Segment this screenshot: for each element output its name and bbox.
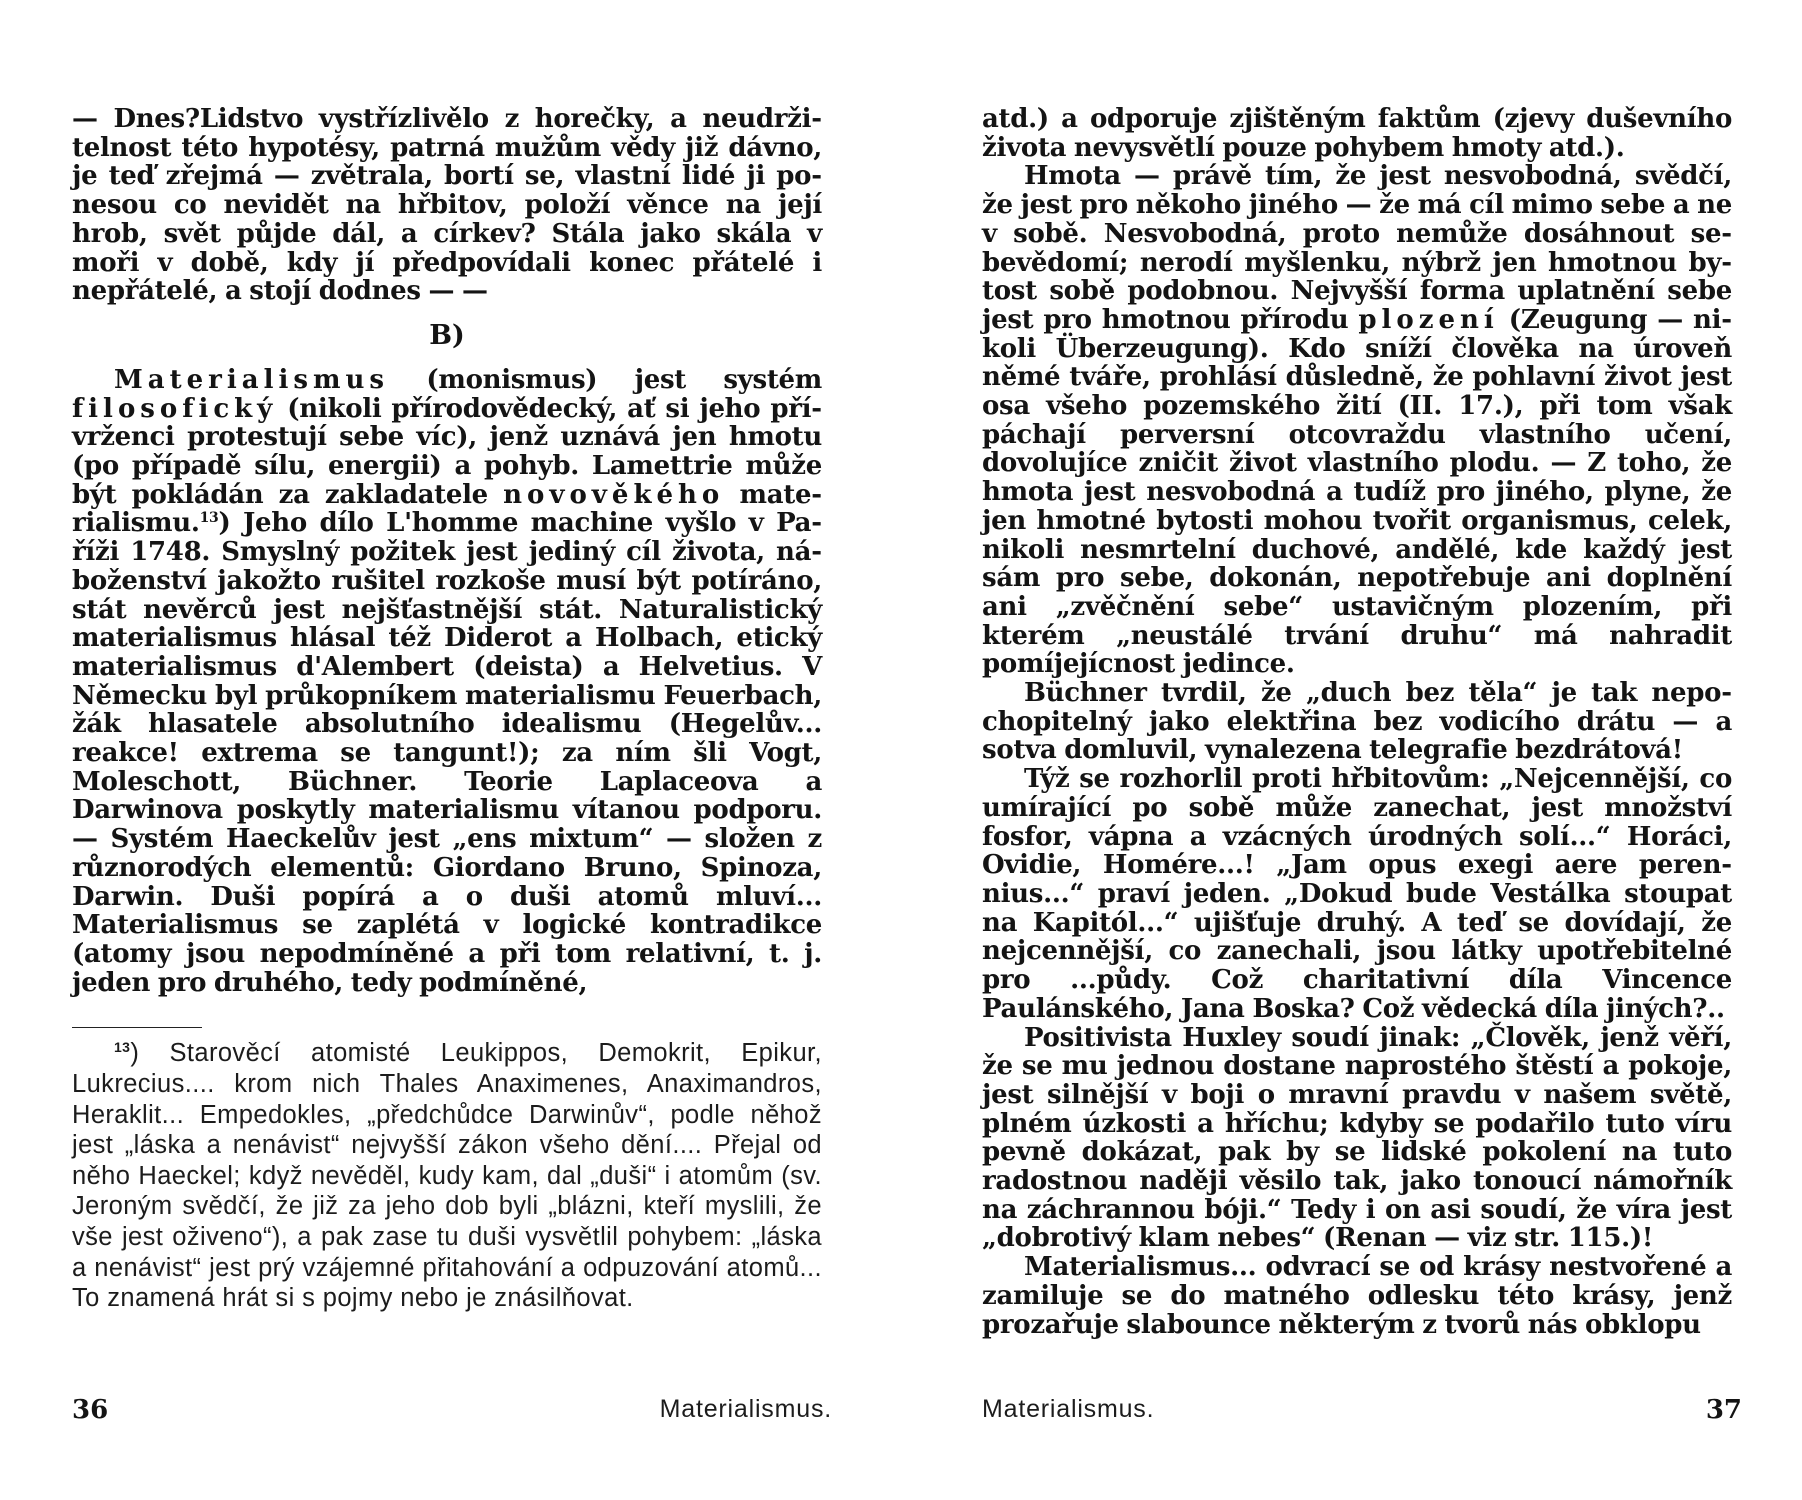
- running-title-left: Materialismus.: [659, 1395, 832, 1423]
- running-title-right: Materialismus.: [982, 1395, 1155, 1423]
- paragraph-materialismus-odvraci: Materialismus... odvrací se od krásy nestvořené a zamiluje se do matného odlesku této krásy, jenž prozařuje slabounce některým z tvorů nás obklopu: [982, 1252, 1732, 1340]
- spaced-term-filosoficky: filosofický: [72, 393, 278, 424]
- paragraph-atd: atd.) a odporuje zjištěným faktům (zjevy duševního života nevysvětlí pouze pohybem hmoty atd.).: [982, 104, 1732, 163]
- right-page-footer: [982, 1395, 1742, 1429]
- paragraph-materialismus: Materialismus (monismus) jest systém filosofický (nikoli přírodovědecký, ať si jeho přívrženci protestují sebe víc), jenž uznává jen hmotu (po případě sílu, energii) a pohyb. Lamettrie může být pokládán za zakladatele novověkého materialismu.$^{13}$) Jeho dílo L'homme machine vyšlo v Paříži 1748. Smyslný požitek jest jediný cíl života, náboženství jakožto rušitel rozkoše musí být potíráno, stát nevěrců jest nejšťastnější stát. Naturalistický materialismus hlásal též Diderot a Holbach, etický materialismus d'Alembert (deista) a Helvetius. V Německu byl průkopníkem materialismu Feuerbach, žák hlasatele absolutního idealismu (Hegelův... reakce! extrema se tangunt!); za ním šli Vogt, Moleschott, Büchner. Teorie Laplaceova a Darwinova poskytly materialismu vítanou podporu. — Systém Haeckelův jest „ens mixtum“ — složen z různorodých elementů: Giordano Bruno, Spinoza, Darwin. Duši popírá a o duši atomů mluví... Materialismus se zaplétá v logické kontradikce (atomy jsou nepodmíněné a při tom relativní, t. j. jeden pro druhého, tedy podmíněné,: [72, 364, 822, 998]
- section-heading-b: B): [429, 319, 465, 351]
- page-number-right: 37: [1705, 1395, 1742, 1425]
- spaced-term-plozeni: plození: [1358, 304, 1499, 335]
- footnote-text: ) Starověcí atomisté Leukippos, Demokrit, Epikur, Lukrecius.... krom nich Thales Anaximenes, Anaximandros, Heraklit... Empedokles, „předchůdce Darwinův“, podle něhož jest „láska a nenávist“ nejvyšší zákon všeho dění.... Přejal od něho Haeckel; když nevěděl, kudy kam, dal „duši“ i atomům (sv. Jeroným svědčí, že již za jeho dob byli „blázni, kteří myslili, že vše jest oživeno“), a pak zase tu duši vysvětlil pohybem: „láska a nenávist“ jest prý vzájemné přitahování a odpuzování atomů... To znamená hrát si s pojmy nebo je znásilňovat.: [72, 1039, 822, 1313]
- paragraph-buchner: Büchner tvrdil, že „duch bez těla“ je tak nepochopitelný jako elektřina bez vodicího drátu — a sotva domluvil, vynalezena telegrafie bezdrátová!: [982, 678, 1732, 766]
- right-page: [982, 105, 1732, 1445]
- paragraph-hmota: Hmota — právě tím, že jest nesvobodná, svědčí, že jest pro někoho jiného — že má cíl mimo sebe a ne v sobě. Nesvobodná, proto nemůže dosáhnout sebevědomí; nerodí myšlenku, nýbrž jen hmotnou bytost sobě podobnou. Nejvyšší forma uplatnění sebe jest pro hmotnou přírodu plození (Zeugung — nikoli Überzeugung). Kdo sníží člověka na úroveň němé tváře, prohlásí důsledně, že pohlavní život jest osa všeho pozemského žití (II. 17.), při tom však páchají perversní otcovraždu vlastního učení, dovolujíce zničit život vlastního plodu. — Z toho, že hmota jest nesvobodná a tudíž pro jiného, plyne, že jen hmotné bytosti mohou tvořit organismus, celek, nikoli nesmrtelní duchové, andělé, kde každý jest sám pro sebe, dokonán, nepotřebuje ani doplnění ani „zvěčnění sebe“ ustavičným plozením, při kterém „neustálé trvání druhu“ má nahradit pomíjejícnost jedince.: [982, 161, 1732, 680]
- footnote-13: [72, 1038, 822, 1313]
- paragraph-tyz: Týž se rozhorlil proti hřbitovům: „Nejcennější, co umírající po sobě může zanechat, jest množství fosfor, vápna a vzácných úrodných solí...“ Horáci, Ovidie, Homére...! „Jam opus exegi aere perennius...“ praví jeden. „Dokud bude Vestálka stoupat na Kapitól...“ ujišťuje druhý. A teď se dovídají, že nejcennější, co zanechali, jsou látky upotřebitelné pro ...půdy. Což charitativní díla Vincence Paulánského, Jana Boska? Což vědecká díla jiných?..: [982, 764, 1732, 1024]
- footnote-number: 13: [114, 1039, 131, 1056]
- spaced-term-novovekeho: novověkého: [503, 479, 725, 510]
- footnote-reference: 13: [199, 510, 219, 527]
- paragraph-huxley: Positivista Huxley soudí jinak: „Člověk, jenž věří, že se mu jednou dostane naprostého štěstí a pokoje, jest silnější v boji o mravní pravdu v našem světě, plném úzkosti a hříchu; kdyby se podařilo tuto víru pevně dokázat, pak by se lidské pokolení na tuto radostnou naději věsilo tak, jako tonoucí námořník na záchrannou bóji.“ Tedy i on asi soudí, že víra jest „dobrotivý klam nebes“ (Renan — viz str. 115.)!: [982, 1022, 1732, 1254]
- paragraph-dnes: — Dnes?Lidstvo vystřízlivělo z horečky, a neudržitelnost této hypotésy, patrná mužům vědy již dávno, je teď zřejmá — zvětrala, bortí se, vlastní lidé ji ponesou co nevidět na hřbitov, položí věnce na její hrob, svět půjde dál, a církev? Stála jako skála v moři v době, kdy jí předpovídali konec přátelé i nepřátelé, a stojí dodnes — —: [72, 104, 822, 307]
- left-page: [72, 105, 822, 1445]
- page-number-left: 36: [72, 1395, 109, 1425]
- footnote-separator: [72, 1027, 202, 1028]
- spaced-term-materialismus: Materialismus: [114, 364, 390, 395]
- left-page-footer: [72, 1395, 832, 1429]
